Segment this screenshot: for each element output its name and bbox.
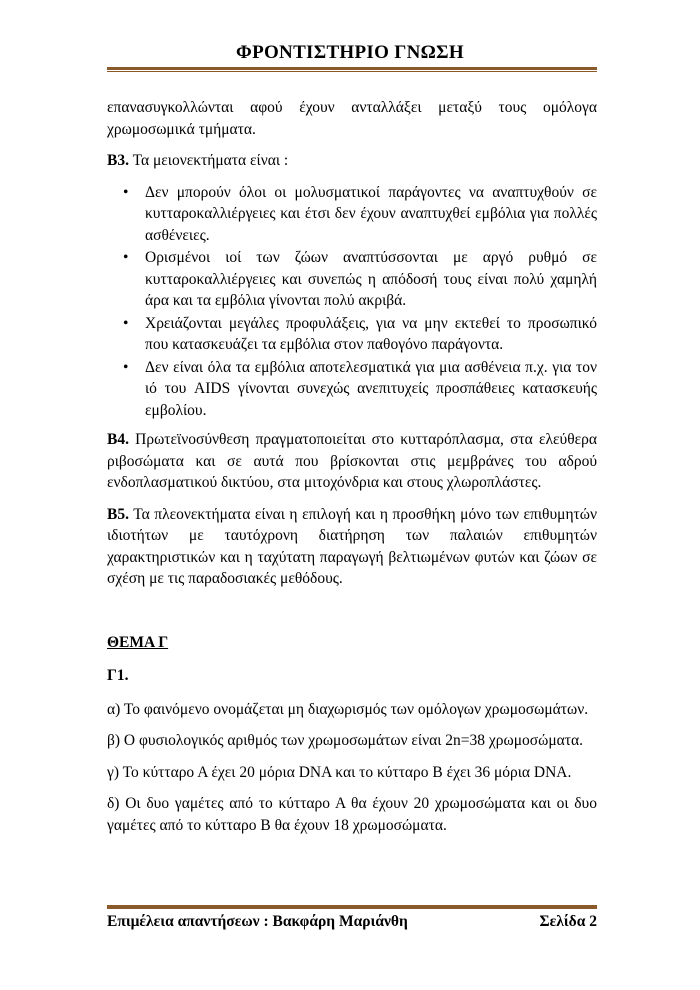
answer-b: β) Ο φυσιολογικός αριθμός των χρωμοσωμάτων είναι 2n=38 χρωμοσώματα.	[107, 732, 583, 749]
bullet-icon: •	[123, 249, 129, 266]
list-item: • Ορισμένοι ιοί των ζώων αναπτύσσονται με αργό ρυθμό σε κυτταροκαλλιέργειες και συνεπώς η απόδοσή τους είναι πολύ χαμηλή άρα και τα εμβόλια γίνονται πολύ ακριβά.	[123, 249, 597, 309]
page-footer	[107, 913, 597, 931]
page-header-title: ΦΡΟΝΤΙΣΤΗΡΙΟ ΓΝΩΣΗ	[236, 42, 464, 63]
answer-c: γ) Το κύτταρο Α έχει 20 μόρια DNA και το κύτταρο Β έχει 36 μόρια DNA.	[107, 763, 572, 781]
intro-paragraph: επανασυγκολλώνται αφού έχουν ανταλλάξει μεταξύ τους ομόλογα χρωμοσωμικά τμήματα.	[107, 99, 597, 138]
header-rule	[107, 67, 597, 72]
b3-bullet-list	[107, 182, 597, 422]
list-item: • Δεν μπορούν όλοι οι μολυσματικοί παράγοντες να αναπτυχθούν σε κυτταροκαλλιέργειες και έτσι δεν έχουν αναπτυχθεί εμβόλια για πολλές ασθένειες.	[123, 183, 597, 244]
bullet-icon: •	[123, 314, 129, 332]
b3-heading	[107, 150, 597, 172]
list-item: • Χρειάζονται μεγάλες προφυλάξεις, για να μην εκτεθεί το προσωπικό που κατασκευάζει τα εμβόλια στον παθογόνο παράγοντα.	[123, 314, 597, 353]
b3-label: Β3.	[107, 152, 129, 169]
list-item: • Δεν είναι όλα τα εμβόλια αποτελεσματικά για μια ασθένεια π.χ. για τον ιό του AIDS γίνονται συνεχώς ανεπιτυχείς προσπάθειες κατασκευής εμβολίου.	[123, 358, 597, 419]
bullet-icon: •	[123, 183, 129, 201]
page-content	[107, 97, 597, 846]
answer-a: α) Το φαινόμενο ονομάζεται μη διαχωρισμός των ομόλογων χρωμοσωμάτων.	[107, 700, 589, 718]
b5-text: Τα πλεονεκτήματα είναι η επιλογή και η προσθήκη μόνο των επιθυμητών ιδιοτήτων με ταυτόχρονη διατήρηση των παλαιών επιθυμητών χαρακτηριστικών και η ταχύτατη παραγωγή βελτιωμένων φυτών και ζώων σε σχέση με τις παραδοσιακές μεθόδους.	[107, 505, 597, 587]
b4-text: Πρωτεϊνοσύνθεση πραγματοποιείται στο κυτταρόπλασμα, στα ελεύθερα ριβοσώματα και σε αυτά που βρίσκονται στις μεμβράνες του αδρού ενδοπλασματικού δικτύου, στα μιτοχόνδρια και στους χλωροπλάστες.	[107, 431, 597, 491]
answer-d: δ) Οι δυο γαμέτες από το κύτταρο Α θα έχουν 20 χρωμοσώματα και οι δυο γαμέτες από το κύτταρο Β θα έχουν 18 χρωμοσώματα.	[107, 795, 597, 834]
subsection-g1: Γ1.	[107, 667, 129, 684]
footer-rule	[107, 904, 597, 909]
b3-text: Τα μειονεκτήματα είναι :	[128, 152, 289, 169]
footer-page-number: Σελίδα 2	[539, 913, 597, 930]
footer-author: Επιμέλεια απαντήσεων : Βακφάρη Μαριάνθη	[107, 913, 408, 930]
b4-label: Β4.	[107, 431, 129, 448]
bullet-icon: •	[123, 358, 129, 376]
b4-paragraph	[107, 429, 597, 494]
b5-label: Β5.	[107, 505, 129, 523]
section-title-thema-g: ΘΕΜΑ Γ	[107, 633, 169, 651]
b5-paragraph	[107, 504, 597, 590]
